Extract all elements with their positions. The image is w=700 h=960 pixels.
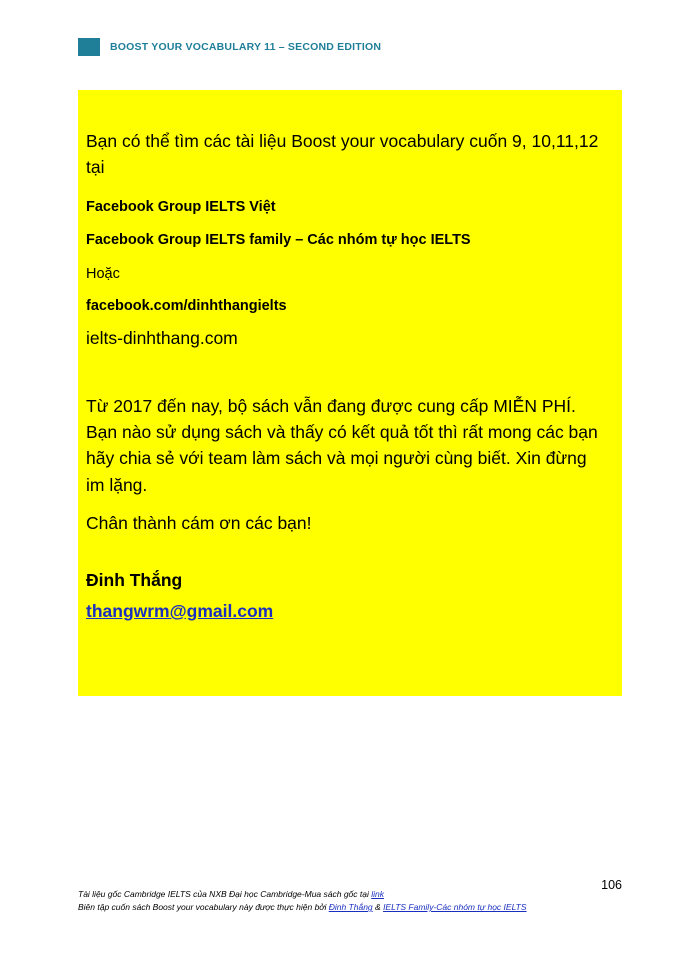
footer-source-link[interactable]: link [371, 889, 384, 899]
footer-line-1 [78, 888, 622, 901]
footer-line-2-separator: & [372, 902, 384, 913]
spacer [86, 548, 606, 570]
page-number: 106 [601, 878, 622, 892]
footer-line-2 [78, 901, 622, 914]
body-paragraph: Từ 2017 đến nay, bộ sách vẫn đang được cung cấp MIỄN PHÍ. Bạn nào sử dụng sách và thấy có kết quả tốt thì rất mong các bạn hãy chia sẻ với team làm sách và mọi người cùng biết. Xin đừng im lặng. [86, 395, 598, 495]
header-mark-icon [78, 38, 100, 56]
email-link[interactable]: thangwrm@gmail.com [86, 601, 274, 621]
facebook-page-address: facebook.com/dinhthangielts [86, 297, 287, 314]
header-title: BOOST YOUR VOCABULARY 11 – SECOND EDITION [110, 41, 382, 53]
facebook-group-ielts-viet: Facebook Group IELTS Việt [86, 198, 276, 215]
footer-line-1-text: Tài liệu gốc Cambridge IELTS của NXB Đại học Cambridge-Mua sách gốc tại [78, 889, 372, 899]
thanks-paragraph: Chân thành cám ơn các bạn! [86, 512, 312, 533]
website-address: ielts-dinhthang.com [86, 327, 238, 348]
document-header [78, 38, 381, 56]
highlighted-note-block [78, 90, 622, 696]
or-label: Hoặc [86, 266, 120, 282]
signature-name: Đinh Thắng [86, 570, 183, 590]
document-footer [78, 888, 622, 914]
footer-line-2-text: Biên tập cuốn sách Boost your vocabulary này được thực hiện bởi [78, 902, 329, 913]
facebook-group-ielts-family: Facebook Group IELTS family – Các nhóm tự học IELTS [86, 232, 471, 249]
footer-editor-link[interactable]: Đinh Thắng [328, 902, 373, 913]
spacer [86, 359, 606, 393]
footer-community-link[interactable]: IELTS Family-Các nhóm tự học IELTS [383, 902, 527, 913]
intro-paragraph: Bạn có thể tìm các tài liệu Boost your vocabulary cuốn 9, 10,11,12 tại [86, 131, 599, 178]
